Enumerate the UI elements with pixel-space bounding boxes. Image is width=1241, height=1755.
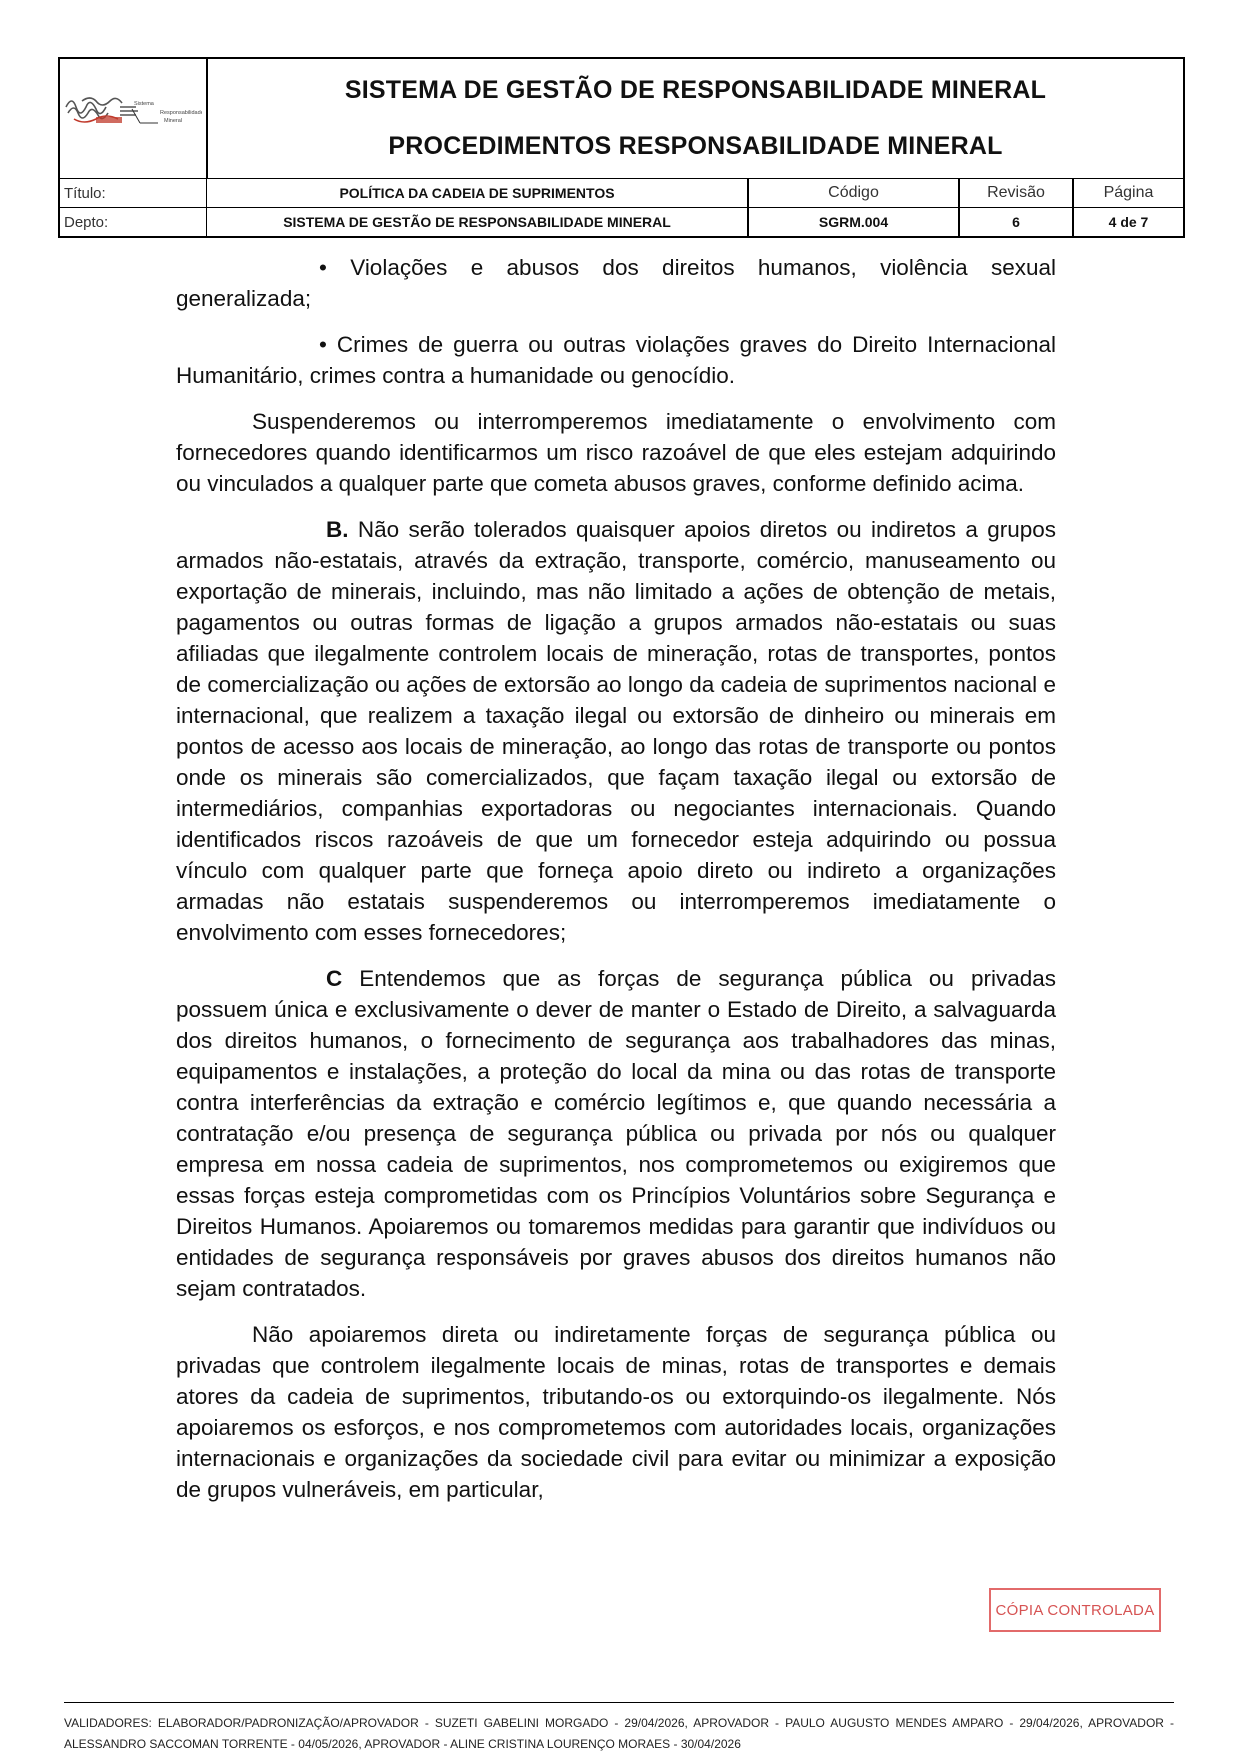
document-header [58,57,1185,238]
document-body [176,252,1056,1520]
code-label: Código [747,179,958,207]
procedure-title: PROCEDIMENTOS RESPONSABILIDADE MINERAL [388,131,1003,160]
paragraph-b-text: Não serão tolerados quaisquer apoios diretos ou indiretos a grupos armados não-estatais, através da extração, transporte, comércio, manuseamento ou exportação de minerais, incluindo, mas não limitado a ações de obtenção de metais, pagamentos ou outras formas de ligação a grupos armados não-estatais ou suas afiliadas que ilegalmente controlem locais de mineração, rotas de transportes, pontos de comercialização ou ações de extorsão ao longo da cadeia de suprimentos nacional e internacional, que realizem a taxação ilegal ou extorsão de dinheiro ou minerais em pontos de acesso aos locais de mineração, ao longo das rotas de transporte ou pontos onde os minerais são comercializados, que façam taxação ilegal ou extorsão de intermediários, companhias exportadoras ou negociantes internacionais. Quando identificados riscos razoáveis de que um fornecedor esteja adquirindo ou possua vínculo com qualquer parte que forneça apoio direto ou indireto a organizações armadas não estatais suspenderemos ou interromperemos imediatamente o envolvimento com esses fornecedores; [176,517,1056,945]
paragraph-suspension: Suspenderemos ou interromperemos imediatamente o envolvimento com fornecedores quando identificarmos um risco razoável de que eles estejam adquirindo ou vinculados a qualquer parte que cometa abusos graves, conforme definido acima. [176,409,1056,496]
paragraph-c-security-forces [176,963,1056,1304]
validators-footer: VALIDADORES: ELABORADOR/PADRONIZAÇÃO/APROVADOR - SUZETI GABELINI MORGADO - 29/04/2026, APROVADOR - PAULO AUGUSTO MENDES AMPARO - 29/04/2026, APROVADOR - ALESSANDRO SACCOMAN TORRENTE - 04/05/2026, APROVADOR - ALINE CRISTINA LOURENÇO MORAES - 30/04/2026 [64,1716,1174,1751]
controlled-copy-stamp: CÓPIA CONTROLADA [989,1588,1161,1632]
footer-divider [64,1702,1174,1703]
header-row-dept [60,207,1183,236]
revision-value: 6 [958,208,1072,236]
company-logo [60,59,208,178]
paragraph-b-armed-groups [176,514,1056,948]
paragraph-bullet-war-crimes: • Crimes de guerra ou outras violações graves do Direito Internacional Humanitário, crimes contra a humanidade ou genocídio. [176,332,1056,388]
page-label: Página [1072,179,1183,207]
header-titles [208,59,1183,178]
code-value: SGRM.004 [747,208,958,236]
logo-text-3: Mineral [164,118,183,124]
system-title: SISTEMA DE GESTÃO DE RESPONSABILIDADE MINERAL [344,76,1047,105]
page-number: 4 de 7 [1072,208,1183,236]
dept-value: SISTEMA DE GESTÃO DE RESPONSABILIDADE MINERAL [206,208,747,236]
logo-text-1: Sistema [134,101,154,107]
title-value: POLÍTICA DA CADEIA DE SUPRIMENTOS [206,179,747,207]
item-marker-b: B. [326,517,349,542]
paragraph-bullet-human-rights: • Violações e abusos dos direitos humanos, violência sexual generalizada; [176,255,1056,311]
item-marker-c: C [326,966,343,991]
header-top [60,59,1183,179]
title-label: Título: [64,184,106,202]
paragraph-no-support: Não apoiaremos direta ou indiretamente forças de segurança pública ou privadas que controlem ilegalmente locais de minas, rotas de transportes e demais atores da cadeia de suprimentos, tributando-os ou extorquindo-os ilegalmente. Nós apoiaremos os esforços, e nos comprometemos com autoridades locais, organizações internacionais e organizações da sociedade civil para evitar ou minimizar a exposição de grupos vulneráveis, em particular, [176,1322,1056,1502]
logo-graphic [60,59,202,176]
logo-text-2: Responsabilidade [160,110,202,116]
dept-label: Depto: [64,213,109,231]
paragraph-c-text: Entendemos que as forças de segurança pública ou privadas possuem única e exclusivamente o dever de manter o Estado de Direito, a salvaguarda dos direitos humanos, o fornecimento de segurança aos trabalhadores das minas, equipamentos e instalações, a proteção do local da mina ou das rotas de transporte contra interferências da extração e comércio legítimos e, que quando necessária a contratação e/ou presença de segurança pública ou privada por nós ou qualquer empresa em nossa cadeia de suprimentos, nos comprometemos ou exigiremos que essas forças esteja comprometidas com os Princípios Voluntários sobre Segurança e Direitos Humanos. Apoiaremos ou tomaremos medidas para garantir que indivíduos ou entidades de segurança responsáveis por graves abusos dos direitos humanos não sejam contratados. [176,966,1056,1301]
revision-label: Revisão [958,179,1072,207]
header-row-title [60,179,1183,207]
